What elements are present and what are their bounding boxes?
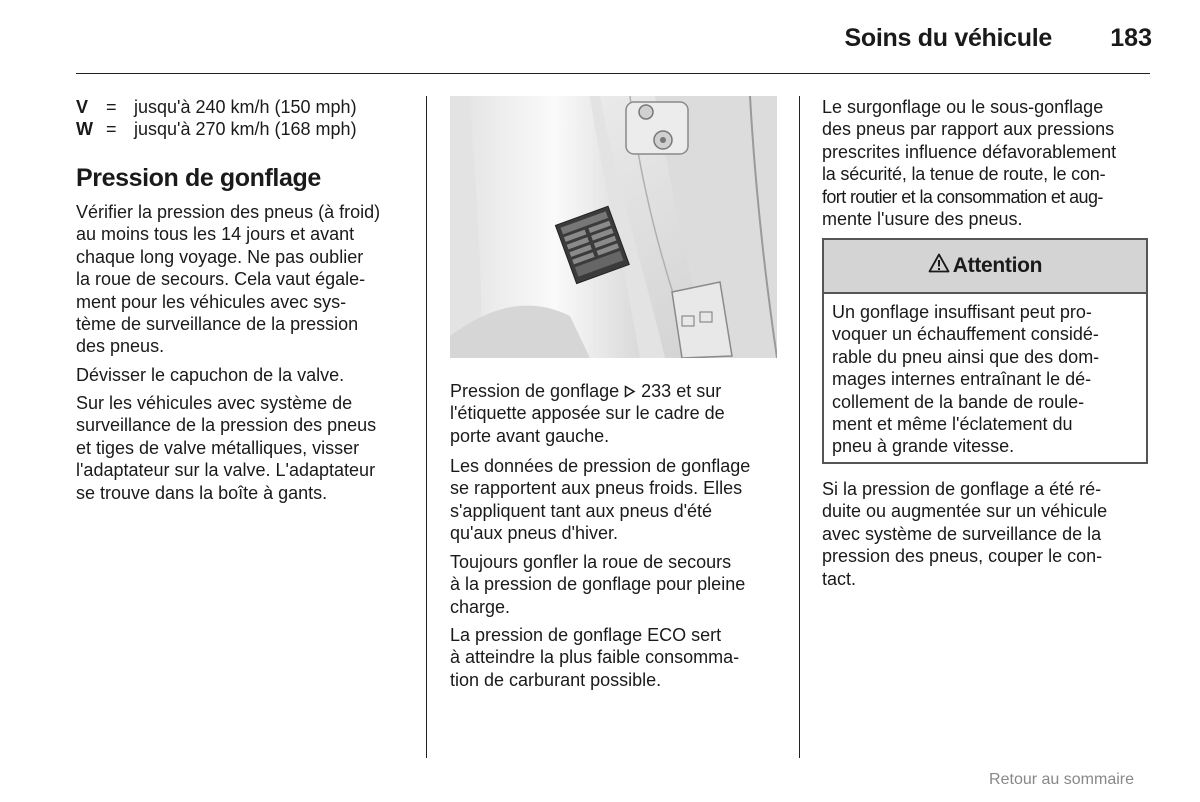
text-line: prescrites influence défavorablement: [822, 141, 1117, 162]
text-line: mages internes entraînant le dé-: [832, 369, 1092, 390]
speed-equals: =: [106, 97, 117, 117]
warning-body: [824, 294, 1146, 458]
text-line: tème de surveillance de la pression: [76, 314, 359, 335]
text-line: ment pour les véhicules avec sys-: [76, 291, 347, 312]
text-line: qu'aux pneus d'hiver.: [450, 523, 618, 544]
text-line: voquer un échauffement considé-: [832, 324, 1099, 345]
text-line: Dévisser le capuchon de la valve.: [76, 365, 345, 385]
caption-first-line: [450, 380, 725, 402]
page-number: 183: [1110, 24, 1152, 52]
left-paragraph-1: [76, 201, 380, 358]
text-line: s'appliquent tant aux pneus d'été: [450, 500, 713, 521]
text-line: Sur les véhicules avec système de: [76, 393, 353, 413]
text-line: tact.: [822, 568, 857, 589]
speed-value: jusqu'à 270 km/h (168 mph): [134, 119, 357, 139]
text-line: la sécurité, la tenue de route, le con-: [822, 164, 1106, 185]
middle-paragraph-3: [450, 551, 745, 618]
text-line: à la pression de gonflage pour pleine: [450, 574, 746, 595]
text-line: Un gonflage insuffisant peut pro-: [832, 302, 1092, 322]
back-to-contents-link[interactable]: Retour au sommaire: [989, 771, 1134, 788]
text-line: l'étiquette apposée sur le cadre de: [450, 403, 725, 424]
reference-arrow-icon: [624, 381, 636, 401]
text-line: fort routier et la consommation et aug-: [822, 186, 1103, 207]
door-frame-illustration: [450, 96, 777, 358]
warning-title: Attention: [952, 254, 1043, 277]
speed-code: V: [76, 97, 89, 117]
text-line: charge.: [450, 596, 511, 617]
text-line: Les données de pression de gonflage: [450, 456, 751, 476]
text-line: des pneus par rapport aux pressions: [822, 119, 1115, 140]
text-line: Si la pression de gonflage a été ré-: [822, 479, 1102, 499]
middle-paragraph-2: [450, 455, 750, 545]
column-divider-left: [426, 96, 427, 758]
speed-value: jusqu'à 240 km/h (150 mph): [134, 97, 357, 117]
text-line: la roue de secours. Cela vaut égale-: [76, 269, 366, 290]
middle-paragraph-4: [450, 624, 739, 691]
text-line: mente l'usure des pneus.: [822, 209, 1023, 230]
text-line: tion de carburant possible.: [450, 669, 662, 690]
caption-text: et sur: [671, 381, 722, 401]
text-line: à atteindre la plus faible consomma-: [450, 647, 740, 668]
header-rule: [76, 73, 1150, 74]
text-line: pneu à grande vitesse.: [832, 436, 1015, 457]
speed-equals: =: [106, 119, 117, 139]
figure-caption: [450, 380, 725, 447]
text-line: Le surgonflage ou le sous-gonflage: [822, 97, 1104, 117]
warning-header: [824, 240, 1146, 294]
caption-text: Pression de gonflage: [450, 381, 625, 401]
text-line: l'adaptateur sur la valve. L'adaptateur: [76, 460, 376, 481]
column-divider-right: [799, 96, 800, 758]
text-line: surveillance de la pression des pneus: [76, 415, 377, 436]
right-paragraph-2: [822, 478, 1107, 590]
text-line: chaque long voyage. Ne pas oublier: [76, 246, 364, 267]
text-line: La pression de gonflage ECO sert: [450, 625, 722, 645]
left-paragraph-3: [76, 392, 376, 504]
text-line: et tiges de valve métalliques, visser: [76, 437, 360, 458]
text-line: se trouve dans la boîte à gants.: [76, 482, 328, 503]
speed-code-row-v: [76, 96, 357, 118]
page-title: Soins du véhicule: [844, 24, 1052, 52]
text-line: se rapportent aux pneus froids. Elles: [450, 478, 743, 499]
speed-code-row-w: [76, 118, 357, 140]
text-line: rable du pneu ainsi que des dom-: [832, 346, 1100, 367]
text-line: avec système de surveillance de la: [822, 523, 1102, 544]
speed-code: W: [76, 119, 93, 139]
warning-box: [822, 238, 1148, 464]
text-line: Toujours gonfler la roue de secours: [450, 552, 732, 572]
left-paragraph-2: [76, 364, 344, 386]
text-line: des pneus.: [76, 336, 165, 357]
warning-triangle-icon: [928, 253, 953, 279]
text-line: au moins tous les 14 jours et avant: [76, 224, 355, 245]
text-line: porte avant gauche.: [450, 425, 610, 446]
text-line: pression des pneus, couper le con-: [822, 546, 1103, 567]
text-line: ment et même l'éclatement du: [832, 414, 1073, 435]
right-paragraph-1: [822, 96, 1116, 230]
reference-page[interactable]: 233: [641, 381, 672, 401]
text-line: Vérifier la pression des pneus (à froid): [76, 202, 381, 222]
text-line: collement de la bande de roule-: [832, 391, 1085, 412]
section-heading: Pression de gonflage: [76, 164, 321, 192]
text-line: duite ou augmentée sur un véhicule: [822, 501, 1108, 522]
